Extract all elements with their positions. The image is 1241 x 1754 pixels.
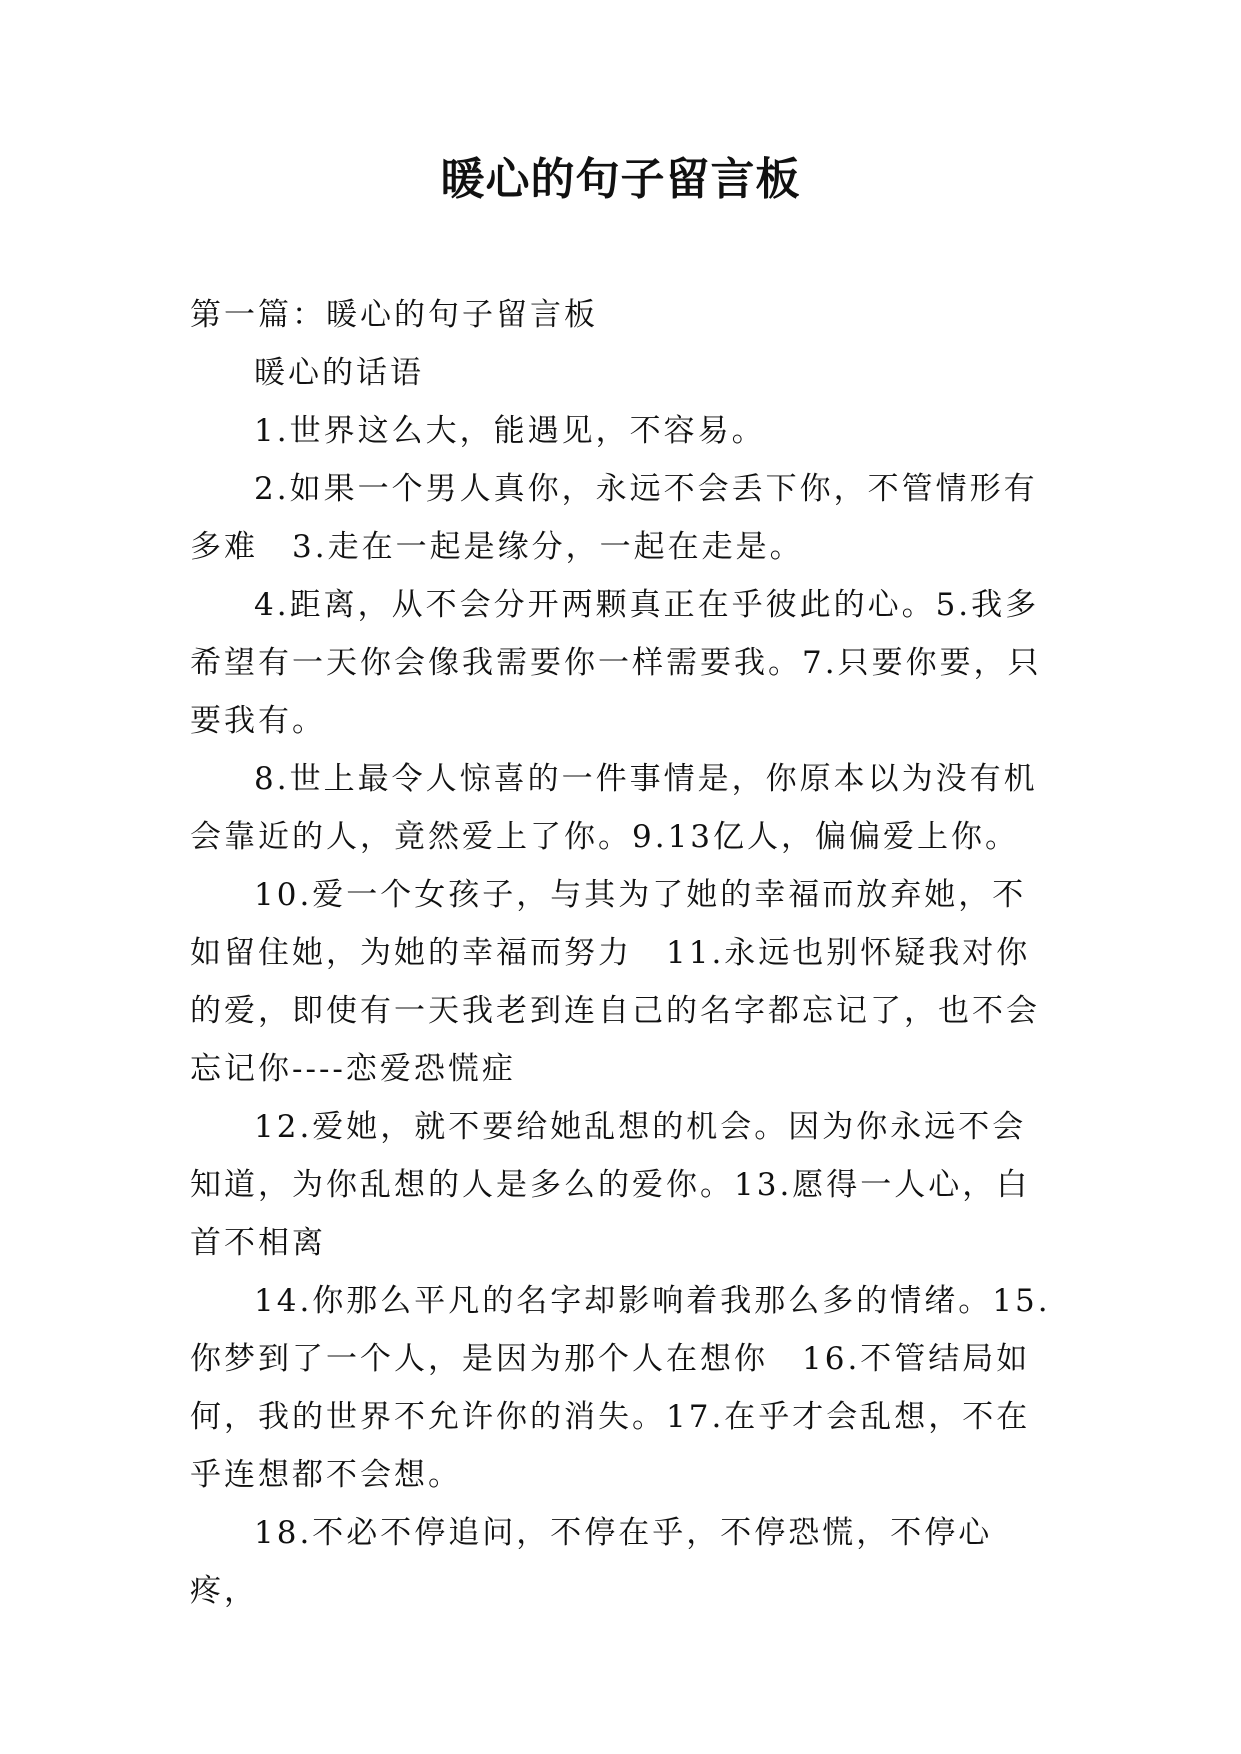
paragraph: 14.你那么平凡的名字却影响着我那么多的情绪。15.你梦到了一个人，是因为那个人在想你 16.不管结局如何，我的世界不允许你的消失。17.在乎才会乱想，不在乎连想都不会想。 bbox=[190, 1283, 1051, 1493]
paragraph: 2.如果一个男人真你，永远不会丢下你，不管情形有多难 3.走在一起是缘分，一起在走是。 bbox=[190, 471, 1038, 565]
document-title: 暖心的句子留言板 bbox=[440, 154, 801, 205]
paragraph: 18.不必不停追问，不停在乎，不停恐慌，不停心疼， bbox=[190, 1515, 993, 1609]
document-body bbox=[190, 286, 1060, 1620]
paragraph: 8.世上最令人惊喜的一件事情是，你原本以为没有机会靠近的人，竟然爱上了你。9.13亿人，偏偏爱上你。 bbox=[190, 761, 1038, 855]
paragraph: 1.世界这么大，能遇见，不容易。 bbox=[254, 413, 766, 449]
paragraph: 10.爱一个女孩子，与其为了她的幸福而放弃她，不如留住她，为她的幸福而努力 11.永远也别怀疑我对你的爱，即使有一天我老到连自己的名字都忘记了，也不会忘记你----恋爱恐慌症 bbox=[190, 877, 1040, 1087]
paragraph: 12.爱她，就不要给她乱想的机会。因为你永远不会知道，为你乱想的人是多么的爱你。13.愿得一人心，白首不相离 bbox=[190, 1109, 1031, 1261]
paragraph: 第一篇：暖心的句子留言板 bbox=[190, 297, 598, 333]
paragraph: 暖心的话语 bbox=[254, 355, 424, 391]
paragraph: 4.距离，从不会分开两颗真正在乎彼此的心。5.我多希望有一天你会像我需要你一样需要我。7.只要你要，只要我有。 bbox=[190, 587, 1042, 739]
